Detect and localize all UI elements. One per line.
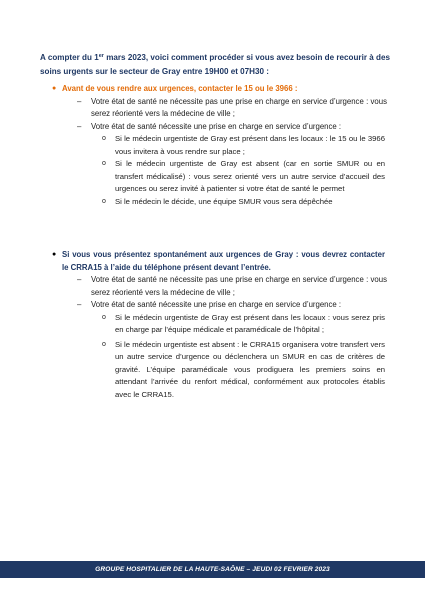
circle-bullet-icon: o (102, 160, 106, 168)
intro-text-start: A compter du 1 (40, 53, 99, 62)
list-item-text: Votre état de santé ne nécessite pas une prise en charge en service d’urgence : vous serez réorienté vers la médecine de ville ; (91, 275, 387, 297)
list-item-text: Votre état de santé nécessite une prise en charge en service d’urgence : (91, 300, 342, 310)
bullet-icon: ● (52, 251, 57, 258)
section1-heading (0, 83, 425, 96)
dash-icon: – (77, 300, 82, 310)
circle-bullet-icon: o (102, 197, 106, 205)
list-item (0, 121, 425, 134)
section-call-before-emergency (0, 83, 425, 208)
dash-icon: – (77, 121, 82, 131)
list-item (0, 299, 425, 312)
circle-bullet-icon: o (102, 135, 106, 143)
list-item-text: Votre état de santé ne nécessite pas une prise en charge en service d’urgence : vous serez réorienté vers la médecine de ville ; (91, 96, 387, 119)
intro-superscript: er (98, 53, 104, 59)
sub-list-item (0, 158, 425, 196)
intro-text-end: mars 2023, voici comment procéder si vous avez besoin de recourir à des soins urgents sur le secteur de Gray entre 19H00 et 07H30 : (40, 53, 390, 76)
sub-list-item-text: Si le médecin le décide, une équipe SMUR vous sera dépêchée (115, 196, 333, 206)
sub-list-item (0, 312, 425, 337)
section2-heading-text: Si vous vous présentez spontanément aux urgences de Gray : vous devrez contacter le CRRA15 à l’aide du téléphone présent devant l’entrée. (62, 250, 385, 272)
circle-bullet-icon: o (102, 340, 106, 348)
list-item (0, 96, 425, 121)
sub-list-item-text: Si le médecin urgentiste de Gray est absent (car en sortie SMUR ou en transfert médicalisé) : vous serez orienté vers un autre service d’accueil des urgences ou serez invité à patienter si votre état de santé le permet (115, 159, 385, 194)
list-item-text: Votre état de santé nécessite une prise en charge en service d’urgence : (91, 121, 342, 131)
sub-list-item-text: Si le médecin urgentiste de Gray est présent dans les locaux : le 15 ou le 3966 vous invitera à vous rendre sur place ; (115, 134, 385, 156)
section2-heading (0, 249, 425, 274)
sub-list-item-text: Si le médecin urgentiste est absent : le CRRA15 organisera votre transfert vers un autre service d’urgence ou déclenchera un SMUR en cas de critères de gravité. L’équipe paramédicale vous prodiguera les premiers soins en attendant l’arrivée du renfort médical, conformément aux protocoles établis avec le CRRA15. (115, 339, 385, 399)
sub-list-item (0, 339, 425, 402)
footer-text: GROUPE HOSPITALIER DE LA HAUTE-SAÔNE – JEUDI 02 FEVRIER 2023 (95, 566, 330, 573)
sub-list-item (0, 196, 425, 209)
circle-bullet-icon: o (102, 313, 106, 321)
section1-heading-text: Avant de vous rendre aux urgences, contacter le 15 ou le 3966 : (62, 84, 298, 93)
sub-list-item (0, 133, 425, 158)
sub-list-item-text: Si le médecin urgentiste de Gray est présent dans les locaux : vous serez pris en charge par l’équipe médicale et paramédicale de l’hôpital ; (115, 312, 385, 335)
dash-icon: – (77, 96, 82, 106)
dash-icon: – (77, 275, 82, 285)
bullet-icon: ● (52, 85, 57, 92)
footer-banner (0, 561, 425, 578)
list-item (0, 274, 425, 299)
section-spontaneous-arrival (0, 249, 425, 401)
intro-paragraph (40, 51, 390, 78)
